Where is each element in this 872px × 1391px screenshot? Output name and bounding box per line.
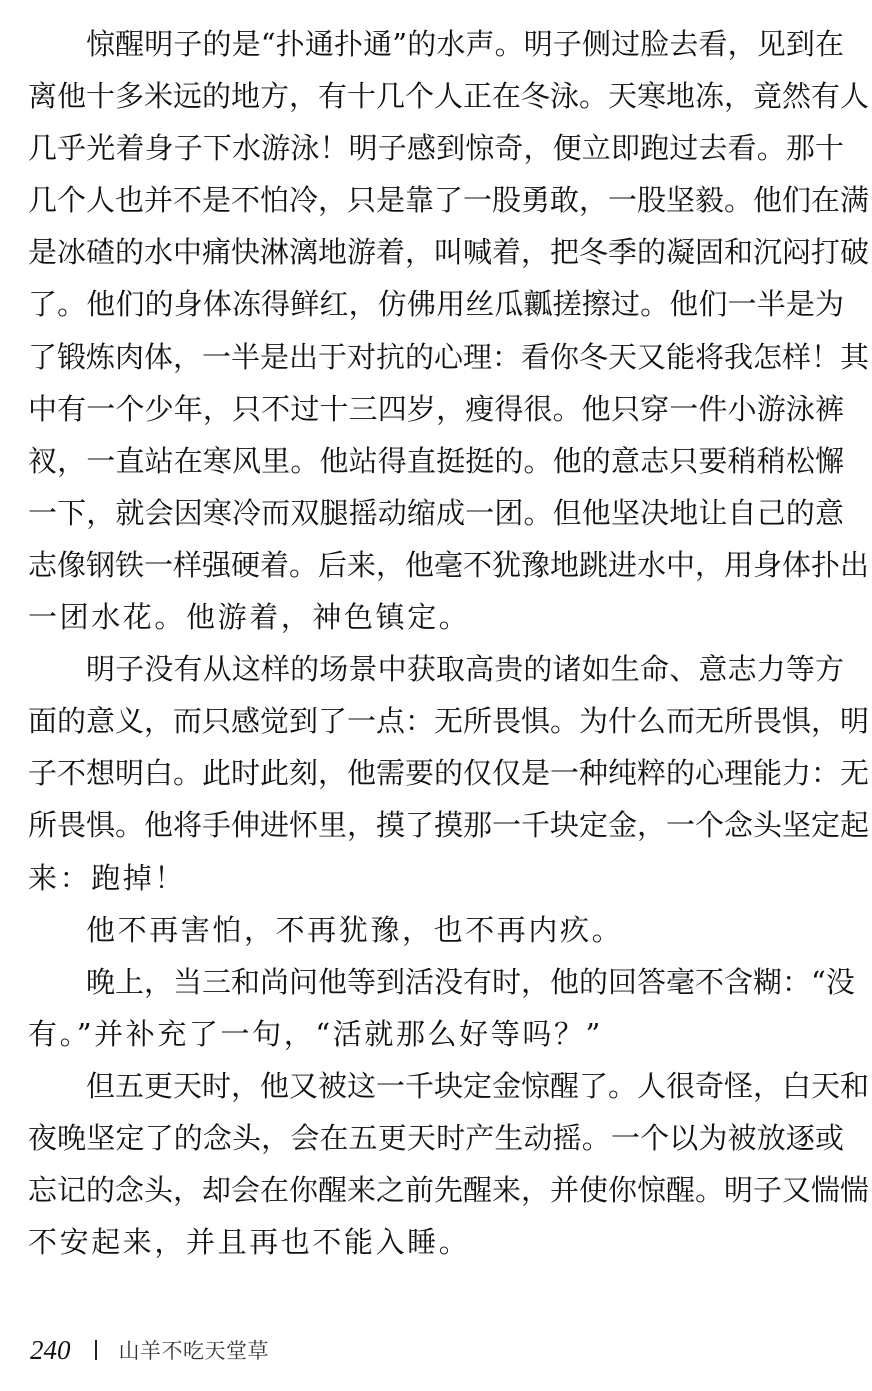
text-line: 他不再害怕，不再犹豫，也不再内疚。 [86, 912, 624, 947]
paragraph-5 [28, 1060, 870, 1268]
text-line: 不安起来，并且再也不能入睡。 [28, 1225, 471, 1260]
text-line: 面的意义，而只感觉到了一点：无所畏惧。为什么而无所畏惧，明 [28, 704, 870, 739]
text-line: 几乎光着身子下水游泳！明子感到惊奇，便立即跑过去看。那十 [28, 131, 844, 166]
paragraph-2 [28, 643, 870, 903]
text-line: 中有一个少年，只不过十三四岁，瘦得很。他只穿一件小游泳裤 [28, 391, 844, 426]
text-line: 是冰碴的水中痛快淋漓地游着，叫喊着，把冬季的凝固和沉闷打破 [28, 235, 870, 270]
text-line: 一团水花。他游着，神色镇定。 [28, 600, 471, 635]
text-line: 一下，就会因寒冷而双腿摇动缩成一团。但他坚决地让自己的意 [28, 495, 844, 530]
page-body [28, 18, 870, 1268]
paragraph-4 [28, 956, 855, 1060]
text-line: 离他十多米远的地方，有十几个人正在冬泳。天寒地冻，竟然有人 [28, 79, 870, 114]
footer-divider [95, 1340, 97, 1360]
text-line: 有。”并补充了一句，“活就那么好等吗？” [28, 1016, 603, 1051]
text-line: 夜晚坚定了的念头，会在五更天时产生动摇。一个以为被放逐或 [28, 1120, 844, 1155]
text-line: 衩，一直站在寒风里。他站得直挺挺的。他的意志只要稍稍松懈 [28, 443, 844, 478]
text-line: 所畏惧。他将手伸进怀里，摸了摸那一千块定金，一个念头坚定起 [28, 808, 870, 843]
text-line: 晚上，当三和尚问他等到活没有时，他的回答毫不含糊：“没 [86, 964, 855, 999]
page-number: 240 [30, 1334, 71, 1365]
text-line: 了。他们的身体冻得鲜红，仿佛用丝瓜瓤搓擦过。他们一半是为 [28, 287, 844, 322]
text-line: 忘记的念头，却会在你醒来之前先醒来，并使你惊醒。明子又惴惴 [28, 1173, 870, 1208]
text-line: 了锻炼肉体，一半是出于对抗的心理：看你冬天又能将我怎样！其 [28, 339, 870, 374]
text-line: 子不想明白。此时此刻，他需要的仅仅是一种纯粹的心理能力：无 [28, 756, 870, 791]
text-line: 但五更天时，他又被这一千块定金惊醒了。人很奇怪，白天和 [86, 1068, 870, 1103]
book-title: 山羊不吃天堂草 [118, 1339, 269, 1363]
text-line: 明子没有从这样的场景中获取高贵的诸如生命、意志力等方 [86, 652, 844, 687]
text-line: 志像钢铁一样强硬着。后来，他毫不犹豫地跳进水中，用身体扑出 [28, 547, 870, 582]
text-line: 几个人也并不是不怕冷，只是靠了一股勇敢，一股坚毅。他们在满 [28, 183, 870, 218]
page-footer [30, 1330, 269, 1370]
text-line: 惊醒明子的是“扑通扑通”的水声。明子侧过脸去看，见到在 [86, 27, 844, 61]
paragraph-1 [28, 18, 870, 643]
paragraph-3 [28, 904, 844, 956]
text-line: 来：跑掉！ [28, 860, 187, 895]
